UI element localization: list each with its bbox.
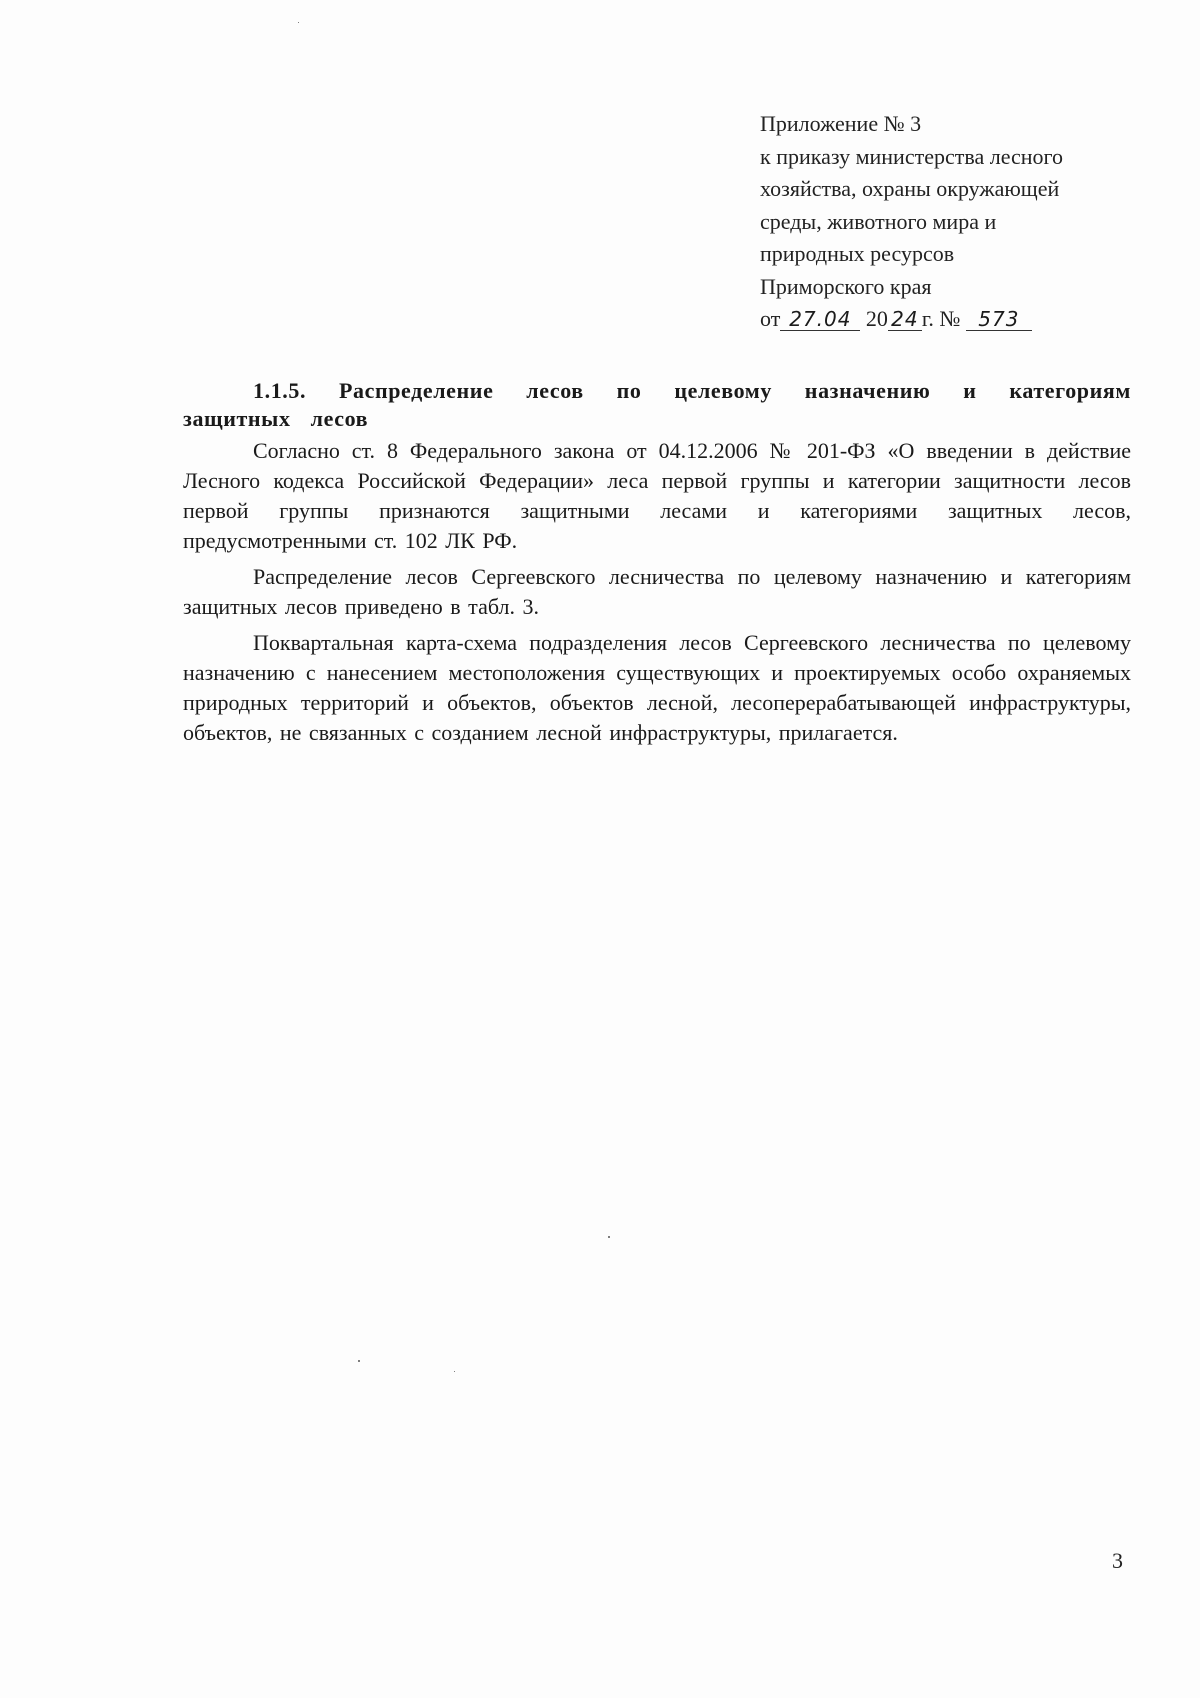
page-number: 3	[1112, 1548, 1123, 1573]
scan-speck	[608, 1236, 610, 1238]
handwritten-order-number: 573	[966, 308, 1032, 331]
year-prefix: 20	[865, 306, 888, 331]
appendix-line: среды, животного мира и	[760, 208, 997, 234]
handwritten-year: 24	[888, 308, 922, 331]
appendix-reference-block	[760, 108, 1140, 336]
section-body	[183, 377, 1131, 748]
scan-speck	[358, 1360, 360, 1362]
appendix-line: Приложение № 3	[760, 111, 922, 136]
body-paragraph: Поквартальная карта-схема подразделения лесов Сергеевского лесничества по целевому назначению с нанесением местоположения существующих и проектируемых особо охраняемых природных территорий и объектов, объектов лесной, лесоперерабатывающей инфраструктуры, объектов, не связанных с созданием лесной инфраструктуры, прилагается.	[183, 630, 1131, 745]
appendix-line: природных ресурсов	[760, 241, 955, 266]
scan-speck	[454, 1371, 455, 1372]
section-heading	[183, 377, 1131, 433]
section-heading-text: 1.1.5. Распределение лесов по целевому назначению и категориям защитных лесов	[183, 378, 1131, 431]
order-date-number-line	[760, 303, 1140, 336]
number-prefix: г. №	[921, 306, 961, 331]
appendix-line: Приморского края	[760, 273, 932, 299]
date-prefix: от	[760, 306, 781, 331]
appendix-line: к приказу министерства лесного	[760, 143, 1064, 169]
handwritten-date: 27.04	[780, 308, 860, 331]
body-paragraph: Распределение лесов Сергеевского лесничества по целевому назначению и категориям защитных лесов приведено в табл. 3.	[183, 564, 1131, 619]
appendix-line: хозяйства, охраны окружающей	[760, 176, 1060, 201]
body-paragraph: Согласно ст. 8 Федерального закона от 04.12.2006 № 201-ФЗ «О введении в действие Лесного кодекса Российской Федерации» леса первой группы и категории защитности лесов первой группы признаются защитными лесами и категориями защитных лесов, предусмотренными ст. 102 ЛК РФ.	[183, 438, 1131, 553]
scan-speck	[298, 22, 299, 23]
